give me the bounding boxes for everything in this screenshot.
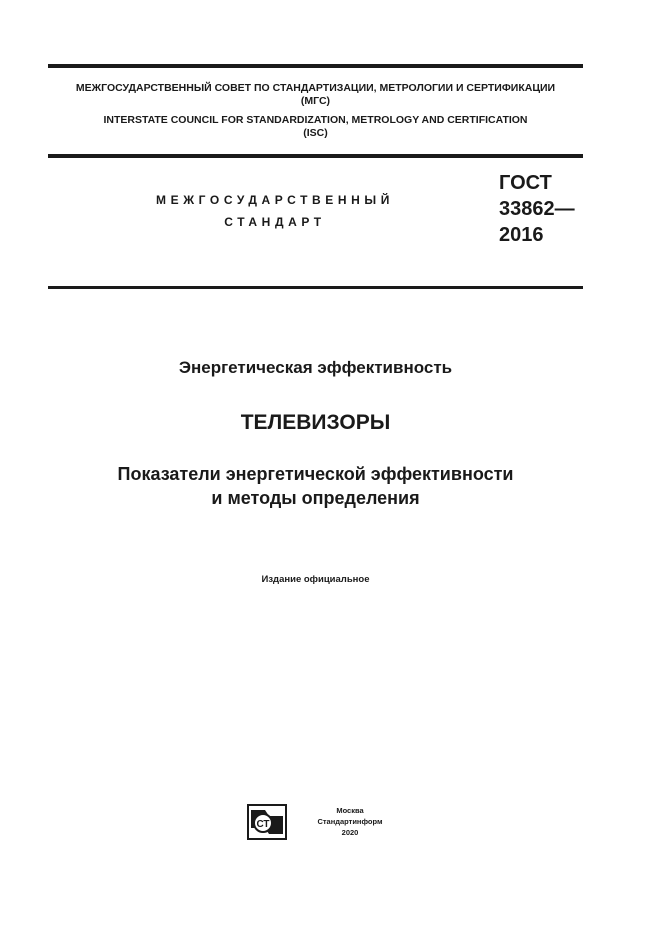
publisher-name: Стандартинформ [317, 817, 383, 826]
publisher-text [290, 805, 410, 838]
council-ru-line1: МЕЖГОСУДАРСТВЕННЫЙ СОВЕТ ПО СТАНДАРТИЗАЦИИ, МЕТРОЛОГИИ И СЕРТИФИКАЦИИ [75, 82, 556, 94]
title-category: Энергетическая эффективность [178, 358, 453, 377]
edition-label: Издание официальное [261, 574, 370, 585]
council-en-line1: INTERSTATE COUNCIL FOR STANDARDIZATION, METROLOGY AND CERTIFICATION [103, 114, 528, 126]
standartinform-logo-icon [247, 804, 287, 840]
gost-designation [499, 170, 575, 248]
publisher-city: Москва [336, 806, 364, 815]
gost-prefix: ГОСТ [499, 172, 552, 194]
standard-type-line1: МЕЖГОСУДАРСТВЕННЫЙ [156, 193, 394, 207]
gost-year: 2016 [499, 224, 544, 246]
standard-type-line2: СТАНДАРТ [224, 215, 326, 229]
title-main: ТЕЛЕВИЗОРЫ [240, 411, 391, 434]
gost-number: 33862— [499, 198, 575, 220]
publisher-year: 2020 [341, 828, 359, 837]
top-rule [48, 64, 583, 68]
council-en-line2: (ISC) [303, 127, 328, 139]
standard-type [148, 189, 402, 233]
designation-rule [48, 286, 583, 289]
logo-text: СТ [256, 819, 270, 830]
title-sub-line2: и методы определения [211, 488, 420, 508]
header-rule [48, 154, 583, 158]
title-sub-line1: Показатели энергетической эффективности [117, 464, 514, 484]
council-ru-line2: (МГС) [300, 95, 331, 107]
